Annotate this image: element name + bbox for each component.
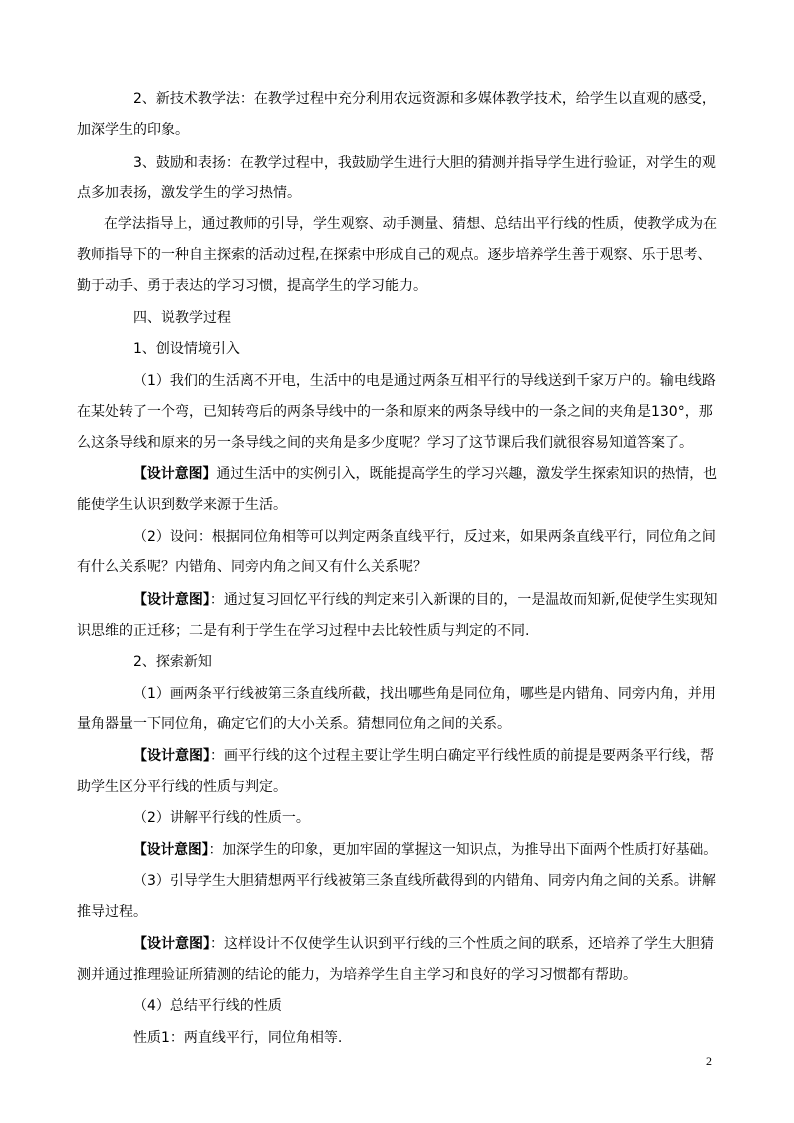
paragraph-line: 2、新技术教学法：在教学过程中充分利用农远资源和多媒体教学技术，给学生以直观的感受， xyxy=(133,91,716,107)
design-intent-line xyxy=(133,840,717,860)
paragraph-line: 教师指导下的一种自主探索的活动过程,在探索中形成自己的观点。逐步培养学生善于观察、乐于思考、 xyxy=(77,247,712,263)
paragraph-line: 性质1：两直线平行，同位角相等. xyxy=(133,1030,343,1046)
paragraph-line: 3、鼓励和表扬：在教学过程中，我鼓励学生进行大胆的猜测并指导学生进行验证，对学生的观 xyxy=(133,155,716,171)
paragraph-line: （1）画两条平行线被第三条直线所截，找出哪些角是同位角，哪些是内错角、同旁内角，并用 xyxy=(133,686,716,702)
paragraph-line: 么这条导线和原来的另一条导线之间的夹角是多少度呢？学习了这节课后我们就很容易知道答案了。 xyxy=(77,435,693,451)
paragraph-line: （3）引导学生大胆猜想两平行线被第三条直线所截得到的内错角、同旁内角之间的关系。讲解 xyxy=(133,873,716,889)
subsection-heading: 2、探索新知 xyxy=(133,654,212,670)
paragraph-line: （2）讲解平行线的性质一。 xyxy=(133,810,310,826)
paragraph-line: 量角器量一下同位角，确定它们的大小关系。猜想同位角之间的关系。 xyxy=(77,716,511,732)
paragraph-line: 在某处转了一个弯，已知转弯后的两条导线中的一条和原来的两条导线中的一条之间的夹角是130°，那 xyxy=(77,404,713,420)
paragraph-line: 点多加表扬，激发学生的学习热情。 xyxy=(77,185,301,201)
subsection-heading: 1、创设情境引入 xyxy=(133,341,240,357)
design-intent-text: ：画平行线的这个过程主要让学生明白确定平行线性质的前提是要两条平行线，帮 xyxy=(210,748,714,764)
paragraph-line: 加深学生的印象。 xyxy=(77,122,189,138)
paragraph-line: （1）我们的生活离不开电，生活中的电是通过两条互相平行的导线送到千家万户的。输电线路 xyxy=(133,373,716,389)
paragraph-line: 有什么关系呢？内错角、同旁内角之间又有什么关系呢？ xyxy=(77,559,427,575)
paragraph-line: 勤于动手、勇于表达的学习习惯，提高学生的学习能力。 xyxy=(77,278,427,294)
paragraph-line: 推导过程。 xyxy=(77,904,147,920)
design-intent-tag: 【设计意图】 xyxy=(133,466,217,482)
paragraph-line: 助学生区分平行线的性质与判定。 xyxy=(77,779,287,795)
paragraph-line: 在学法指导上，通过教师的引导，学生观察、动手测量、猜想、总结出平行线的性质，使教学成为在 xyxy=(104,216,717,232)
design-intent-text: ：加深学生的印象，更加牢固的掌握这一知识点，为推导出下面两个性质打好基础。 xyxy=(208,842,717,858)
paragraph-line: 识思维的正迁移；二是有利于学生在学习过程中去比较性质与判定的不同. xyxy=(77,623,530,639)
design-intent-tag: 【设计意图】 xyxy=(133,936,210,952)
paragraph-line: （4）总结平行线的性质 xyxy=(133,998,282,1014)
design-intent-tag: 【设计意图】 xyxy=(133,748,210,764)
design-intent-line xyxy=(133,464,717,484)
design-intent-line xyxy=(133,934,714,954)
design-intent-tag: 【设计意图】 xyxy=(133,592,210,608)
page-number: 2 xyxy=(706,1054,712,1068)
paragraph-line: 能使学生认识到数学来源于生活。 xyxy=(77,497,287,513)
section-heading: 四、说教学过程 xyxy=(133,310,231,326)
design-intent-line xyxy=(133,746,714,766)
paragraph-line: 测并通过推理验证所猜测的结论的能力，为培养学生自主学习和良好的学习习惯都有帮助。 xyxy=(77,967,637,983)
design-intent-text: 通过生活中的实例引入，既能提高学生的学习兴趣，激发学生探索知识的热情，也 xyxy=(216,466,717,482)
paragraph-line: （2）设问：根据同位角相等可以判定两条直线平行，反过来，如果两条直线平行，同位角之间 xyxy=(133,529,716,545)
design-intent-tag: 【设计意图】 xyxy=(133,842,209,858)
design-intent-text: ：这样设计不仅使学生认识到平行线的三个性质之间的联系，还培养了学生大胆猜 xyxy=(210,936,714,952)
design-intent-line xyxy=(133,590,717,610)
design-intent-text: ：通过复习回忆平行线的判定来引入新课的目的，一是温故而知新,促使学生实现知 xyxy=(209,592,718,608)
